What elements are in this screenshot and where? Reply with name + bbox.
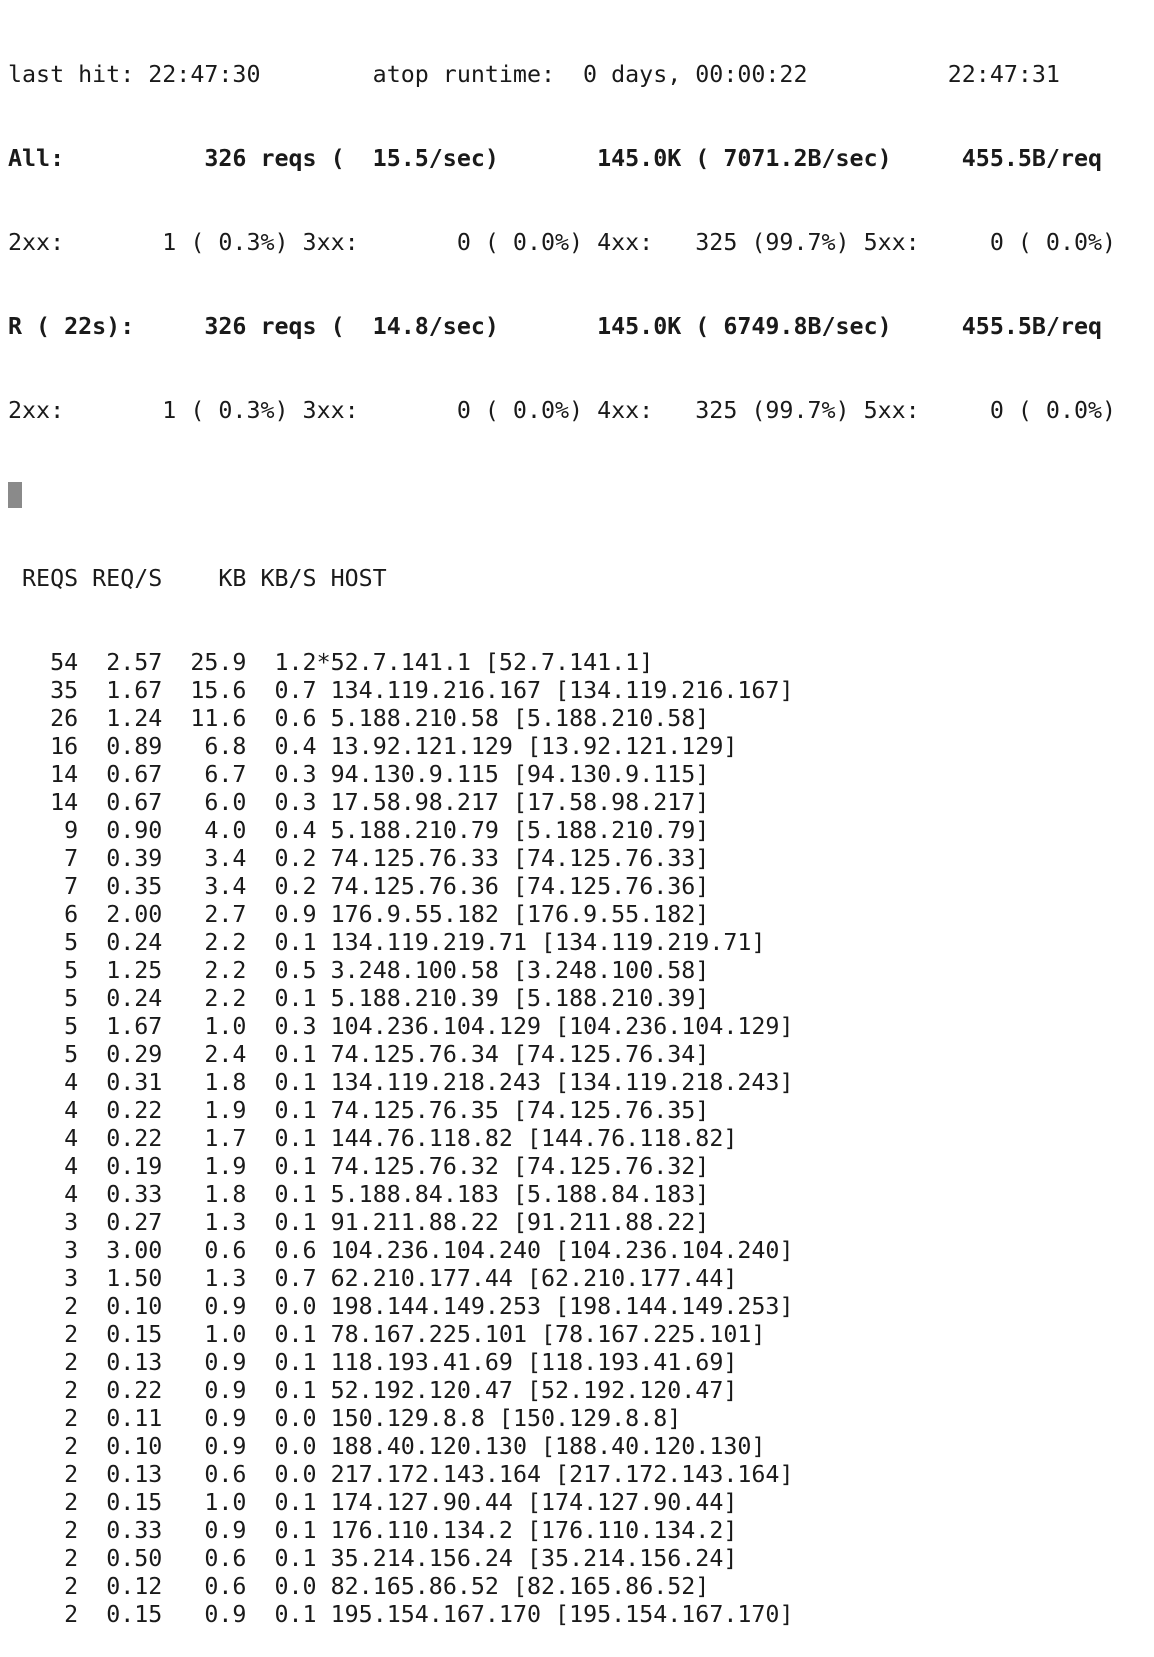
cell-kb-s: 0.2 [246, 845, 317, 872]
cell-kb-s: 0.0 [246, 1461, 317, 1488]
cell-kb: 15.6 [162, 677, 247, 704]
cell-reqs: 2 [8, 1405, 79, 1432]
cell-kb-s: 0.3 [246, 761, 317, 788]
cell-req-s: 0.29 [78, 1041, 163, 1068]
cell-req-s: 1.25 [78, 957, 163, 984]
cell-host: 104.236.104.240 [104.236.104.240] [330, 1237, 794, 1264]
table-row [8, 1069, 1148, 1097]
table-row [8, 929, 1148, 957]
cell-reqs: 5 [8, 1013, 79, 1040]
cell-reqs: 7 [8, 845, 79, 872]
cell-reqs: 3 [8, 1209, 79, 1236]
cell-req-s: 1.50 [78, 1265, 163, 1292]
cell-req-s: 0.33 [78, 1517, 163, 1544]
table-row [8, 761, 1148, 789]
cell-req-s: 0.13 [78, 1349, 163, 1376]
cell-kb: 3.4 [162, 845, 247, 872]
cell-kb: 6.8 [162, 733, 247, 760]
status-line-recent: R ( 22s): 326 reqs ( 14.8/sec) 145.0K ( 6749.8B/sec) 455.5B/req [8, 313, 1103, 340]
cell-marker [317, 1209, 331, 1236]
table-row [8, 1293, 1148, 1321]
cell-kb-s: 0.6 [246, 705, 317, 732]
cell-reqs: 5 [8, 957, 79, 984]
cell-kb-s: 0.4 [246, 817, 317, 844]
cell-host: 62.210.177.44 [62.210.177.44] [330, 1265, 738, 1292]
cell-host: 91.211.88.22 [91.211.88.22] [330, 1209, 710, 1236]
cell-reqs: 2 [8, 1293, 79, 1320]
cell-marker [317, 1181, 331, 1208]
cell-req-s: 0.89 [78, 733, 163, 760]
cell-marker [317, 957, 331, 984]
cell-reqs: 3 [8, 1265, 79, 1292]
cell-kb-s: 0.1 [246, 1489, 317, 1516]
cell-req-s: 1.67 [78, 1013, 163, 1040]
cell-reqs: 16 [8, 733, 79, 760]
cell-marker: * [316, 649, 331, 676]
cell-kb: 1.8 [162, 1069, 247, 1096]
cell-reqs: 35 [8, 677, 79, 704]
cell-marker [317, 733, 331, 760]
cell-reqs: 4 [8, 1181, 79, 1208]
cell-reqs: 2 [8, 1517, 79, 1544]
cell-kb: 1.3 [162, 1209, 247, 1236]
cell-req-s: 0.22 [78, 1097, 163, 1124]
cell-marker [317, 1153, 331, 1180]
cell-kb: 6.7 [162, 761, 247, 788]
cell-req-s: 0.10 [78, 1293, 163, 1320]
table-row [8, 1489, 1148, 1517]
cell-kb-s: 0.0 [246, 1433, 317, 1460]
cell-kb-s: 0.7 [246, 677, 317, 704]
cell-reqs: 14 [8, 789, 79, 816]
cell-kb-s: 0.1 [246, 1545, 317, 1572]
table-row [8, 1321, 1148, 1349]
table-row [8, 1209, 1148, 1237]
table-row [8, 1013, 1148, 1041]
table-row [8, 1181, 1148, 1209]
cell-marker [317, 1489, 331, 1516]
cell-host: 5.188.210.79 [5.188.210.79] [330, 817, 710, 844]
cell-kb: 0.9 [162, 1349, 247, 1376]
cell-host: 118.193.41.69 [118.193.41.69] [330, 1349, 738, 1376]
cell-host: 74.125.76.36 [74.125.76.36] [330, 873, 710, 900]
table-row [8, 1517, 1148, 1545]
cell-marker [317, 1041, 331, 1068]
cell-kb-s: 0.6 [246, 1237, 317, 1264]
cell-reqs: 5 [8, 1041, 79, 1068]
cell-marker [317, 1405, 331, 1432]
cell-kb: 0.9 [162, 1433, 247, 1460]
table-row [8, 1237, 1148, 1265]
cell-req-s: 0.35 [78, 873, 163, 900]
cell-kb: 2.4 [162, 1041, 247, 1068]
cell-kb: 1.9 [162, 1097, 247, 1124]
cell-reqs: 26 [8, 705, 79, 732]
cell-marker [317, 1069, 331, 1096]
cell-kb-s: 0.1 [246, 985, 317, 1012]
cell-kb-s: 0.1 [246, 1601, 317, 1628]
cell-req-s: 0.13 [78, 1461, 163, 1488]
cell-kb-s: 0.2 [246, 873, 317, 900]
cell-marker [317, 1573, 331, 1600]
cell-kb: 1.8 [162, 1181, 247, 1208]
cell-host: 94.130.9.115 [94.130.9.115] [330, 761, 710, 788]
cell-marker [317, 1433, 331, 1460]
cell-kb: 3.4 [162, 873, 247, 900]
cell-kb: 0.9 [162, 1517, 247, 1544]
cell-marker [317, 789, 331, 816]
cell-req-s: 0.67 [78, 761, 163, 788]
cell-marker [317, 929, 331, 956]
cell-host: 174.127.90.44 [174.127.90.44] [330, 1489, 738, 1516]
cell-marker [317, 1013, 331, 1040]
cell-marker [317, 677, 331, 704]
cell-reqs: 9 [8, 817, 79, 844]
cell-host: 195.154.167.170 [195.154.167.170] [330, 1601, 794, 1628]
cell-kb: 2.7 [162, 901, 247, 928]
cell-kb: 4.0 [162, 817, 247, 844]
cell-kb: 1.3 [162, 1265, 247, 1292]
cell-kb-s: 0.1 [246, 929, 317, 956]
cell-kb: 2.2 [162, 957, 247, 984]
cell-kb-s: 0.3 [246, 789, 317, 816]
cell-reqs: 2 [8, 1349, 79, 1376]
cell-marker [317, 1461, 331, 1488]
cell-req-s: 0.22 [78, 1125, 163, 1152]
table-row [8, 873, 1148, 901]
cell-req-s: 2.00 [78, 901, 163, 928]
cell-reqs: 2 [8, 1601, 79, 1628]
table-row [8, 845, 1148, 873]
cell-kb-s: 1.2 [246, 649, 317, 676]
status-line-recent-codes: 2xx: 1 ( 0.3%) 3xx: 0 ( 0.0%) 4xx: 325 (99.7%) 5xx: 0 ( 0.0%) [8, 397, 1117, 424]
cell-host: 150.129.8.8 [150.129.8.8] [330, 1405, 682, 1432]
cell-kb-s: 0.1 [246, 1209, 317, 1236]
cell-marker [317, 985, 331, 1012]
cell-host: 52.192.120.47 [52.192.120.47] [330, 1377, 738, 1404]
cell-kb: 0.9 [162, 1405, 247, 1432]
cell-marker [317, 1237, 331, 1264]
cell-req-s: 0.24 [78, 929, 163, 956]
cell-kb-s: 0.1 [246, 1097, 317, 1124]
cell-kb-s: 0.1 [246, 1069, 317, 1096]
cell-kb-s: 0.0 [246, 1293, 317, 1320]
cell-reqs: 2 [8, 1545, 79, 1572]
cell-marker [317, 1377, 331, 1404]
cell-req-s: 0.33 [78, 1181, 163, 1208]
table-row [8, 677, 1148, 705]
cell-host: 134.119.219.71 [134.119.219.71] [330, 929, 766, 956]
cell-reqs: 2 [8, 1489, 79, 1516]
cell-kb-s: 0.1 [246, 1377, 317, 1404]
table-row [8, 817, 1148, 845]
cell-marker [317, 705, 331, 732]
cell-req-s: 0.67 [78, 789, 163, 816]
cell-reqs: 7 [8, 873, 79, 900]
cell-kb: 1.0 [162, 1013, 247, 1040]
cell-kb-s: 0.1 [246, 1125, 317, 1152]
table-row [8, 1041, 1148, 1069]
cell-host: 5.188.84.183 [5.188.84.183] [330, 1181, 710, 1208]
cell-reqs: 2 [8, 1461, 79, 1488]
command-prompt-line[interactable] [8, 481, 1148, 509]
cell-kb-s: 0.9 [246, 901, 317, 928]
cell-host: 104.236.104.129 [104.236.104.129] [330, 1013, 794, 1040]
cell-marker [317, 761, 331, 788]
cell-reqs: 3 [8, 1237, 79, 1264]
cell-kb-s: 0.1 [246, 1349, 317, 1376]
cell-reqs: 2 [8, 1377, 79, 1404]
cell-kb-s: 0.1 [246, 1153, 317, 1180]
cell-kb: 0.6 [162, 1461, 247, 1488]
status-line-all: All: 326 reqs ( 15.5/sec) 145.0K ( 7071.2B/sec) 455.5B/req [8, 145, 1103, 172]
cell-host: 17.58.98.217 [17.58.98.217] [330, 789, 710, 816]
table-row [8, 1377, 1148, 1405]
table-row [8, 1545, 1148, 1573]
cell-kb: 11.6 [162, 705, 247, 732]
table-row [8, 789, 1148, 817]
cell-kb-s: 0.0 [246, 1573, 317, 1600]
cell-req-s: 0.50 [78, 1545, 163, 1572]
cell-kb: 6.0 [162, 789, 247, 816]
cell-req-s: 0.27 [78, 1209, 163, 1236]
cell-kb: 2.2 [162, 985, 247, 1012]
cell-host: 5.188.210.39 [5.188.210.39] [330, 985, 710, 1012]
cell-req-s: 0.31 [78, 1069, 163, 1096]
cell-kb-s: 0.1 [246, 1181, 317, 1208]
table-row [8, 1461, 1148, 1489]
cell-reqs: 2 [8, 1433, 79, 1460]
cell-reqs: 4 [8, 1125, 79, 1152]
cell-kb: 0.6 [162, 1573, 247, 1600]
cell-host: 3.248.100.58 [3.248.100.58] [330, 957, 710, 984]
cell-req-s: 0.15 [78, 1601, 163, 1628]
cell-marker [317, 1517, 331, 1544]
cell-kb-s: 0.0 [246, 1405, 317, 1432]
cell-kb: 0.6 [162, 1237, 247, 1264]
cell-marker [317, 817, 331, 844]
cell-kb: 1.9 [162, 1153, 247, 1180]
cell-reqs: 5 [8, 929, 79, 956]
table-row [8, 1125, 1148, 1153]
cell-kb: 0.9 [162, 1601, 247, 1628]
cell-kb: 2.2 [162, 929, 247, 956]
cell-marker [317, 1265, 331, 1292]
cell-marker [317, 1097, 331, 1124]
cell-kb: 0.9 [162, 1293, 247, 1320]
table-row [8, 1573, 1148, 1601]
cell-kb: 1.0 [162, 1321, 247, 1348]
cell-host: 74.125.76.32 [74.125.76.32] [330, 1153, 710, 1180]
cell-marker [317, 845, 331, 872]
cell-req-s: 0.12 [78, 1573, 163, 1600]
cell-reqs: 14 [8, 761, 79, 788]
cell-kb-s: 0.4 [246, 733, 317, 760]
cell-kb-s: 0.1 [246, 1321, 317, 1348]
cell-kb-s: 0.7 [246, 1265, 317, 1292]
cell-host: 134.119.218.243 [134.119.218.243] [330, 1069, 794, 1096]
cell-marker [317, 1545, 331, 1572]
cell-host: 52.7.141.1 [52.7.141.1] [330, 649, 654, 676]
cell-req-s: 0.39 [78, 845, 163, 872]
cell-marker [317, 1293, 331, 1320]
terminal-window[interactable] [8, 5, 1148, 1657]
cell-req-s: 0.22 [78, 1377, 163, 1404]
cursor-block-icon[interactable] [8, 482, 22, 508]
cell-host: 13.92.121.129 [13.92.121.129] [330, 733, 738, 760]
cell-host: 134.119.216.167 [134.119.216.167] [330, 677, 794, 704]
cell-host: 35.214.156.24 [35.214.156.24] [330, 1545, 738, 1572]
status-line-last-hit: last hit: 22:47:30 atop runtime: 0 days, 00:00:22 22:47:31 [8, 61, 1060, 88]
cell-kb-s: 0.1 [246, 1041, 317, 1068]
cell-host: 188.40.120.130 [188.40.120.130] [330, 1433, 766, 1460]
table-row [8, 1153, 1148, 1181]
cell-kb-s: 0.3 [246, 1013, 317, 1040]
cell-reqs: 4 [8, 1097, 79, 1124]
cell-reqs: 4 [8, 1069, 79, 1096]
cell-reqs: 54 [8, 649, 79, 676]
cell-marker [317, 1349, 331, 1376]
cell-host: 74.125.76.35 [74.125.76.35] [330, 1097, 710, 1124]
cell-req-s: 2.57 [78, 649, 163, 676]
cell-req-s: 0.11 [78, 1405, 163, 1432]
cell-req-s: 1.24 [78, 705, 163, 732]
table-row [8, 901, 1148, 929]
table-row [8, 1405, 1148, 1433]
cell-req-s: 0.19 [78, 1153, 163, 1180]
table-row [8, 1097, 1148, 1125]
cell-kb: 0.6 [162, 1545, 247, 1572]
cell-req-s: 3.00 [78, 1237, 163, 1264]
cell-host: 217.172.143.164 [217.172.143.164] [330, 1461, 794, 1488]
cell-host: 198.144.149.253 [198.144.149.253] [330, 1293, 794, 1320]
cell-req-s: 0.90 [78, 817, 163, 844]
cell-kb-s: 0.5 [246, 957, 317, 984]
cell-reqs: 5 [8, 985, 79, 1012]
cell-host: 144.76.118.82 [144.76.118.82] [330, 1125, 738, 1152]
cell-req-s: 0.15 [78, 1489, 163, 1516]
table-row [8, 985, 1148, 1013]
cell-host: 176.110.134.2 [176.110.134.2] [330, 1517, 738, 1544]
cell-kb: 1.7 [162, 1125, 247, 1152]
cell-marker [317, 873, 331, 900]
cell-reqs: 6 [8, 901, 79, 928]
cell-reqs: 4 [8, 1153, 79, 1180]
host-table [8, 649, 1148, 1629]
status-line-all-codes: 2xx: 1 ( 0.3%) 3xx: 0 ( 0.0%) 4xx: 325 (99.7%) 5xx: 0 ( 0.0%) [8, 229, 1117, 256]
table-row [8, 957, 1148, 985]
cell-reqs: 2 [8, 1573, 79, 1600]
cell-req-s: 1.67 [78, 677, 163, 704]
cell-kb-s: 0.1 [246, 1517, 317, 1544]
cell-kb: 1.0 [162, 1489, 247, 1516]
cell-host: 176.9.55.182 [176.9.55.182] [330, 901, 710, 928]
cell-host: 5.188.210.58 [5.188.210.58] [330, 705, 710, 732]
cell-host: 82.165.86.52 [82.165.86.52] [330, 1573, 710, 1600]
table-row [8, 733, 1148, 761]
cell-kb: 25.9 [162, 649, 247, 676]
table-row [8, 1349, 1148, 1377]
cell-host: 74.125.76.34 [74.125.76.34] [330, 1041, 710, 1068]
cell-marker [317, 1321, 331, 1348]
table-row [8, 705, 1148, 733]
cell-req-s: 0.24 [78, 985, 163, 1012]
table-header: REQS REQ/S KB KB/S HOST [8, 565, 387, 592]
cell-req-s: 0.10 [78, 1433, 163, 1460]
table-row [8, 1265, 1148, 1293]
cell-marker [317, 1601, 331, 1628]
cell-req-s: 0.15 [78, 1321, 163, 1348]
cell-host: 78.167.225.101 [78.167.225.101] [330, 1321, 766, 1348]
cell-reqs: 2 [8, 1321, 79, 1348]
cell-kb: 0.9 [162, 1377, 247, 1404]
table-row [8, 1601, 1148, 1629]
cell-marker [317, 901, 331, 928]
table-row [8, 1433, 1148, 1461]
cell-host: 74.125.76.33 [74.125.76.33] [330, 845, 710, 872]
table-row [8, 649, 1148, 677]
cell-marker [317, 1125, 331, 1152]
